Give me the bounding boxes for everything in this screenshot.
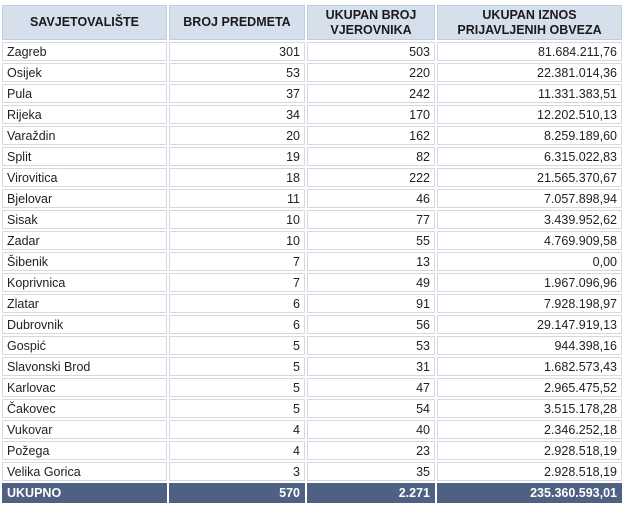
row-total-amount: 1.967.096,96 (437, 273, 622, 292)
row-counseling-center: Karlovac (2, 378, 167, 397)
table-row (2, 399, 622, 418)
row-creditor-count: 49 (307, 273, 435, 292)
row-total-amount: 21.565.370,67 (437, 168, 622, 187)
row-total-amount: 2.928.518,19 (437, 462, 622, 481)
counseling-table-container (0, 3, 624, 505)
row-case-count: 7 (169, 252, 305, 271)
row-total-amount: 29.147.919,13 (437, 315, 622, 334)
row-creditor-count: 46 (307, 189, 435, 208)
row-creditor-count: 35 (307, 462, 435, 481)
row-creditor-count: 53 (307, 336, 435, 355)
table-row (2, 63, 622, 82)
row-total-amount: 4.769.909,58 (437, 231, 622, 250)
row-case-count: 10 (169, 231, 305, 250)
row-creditor-count: 47 (307, 378, 435, 397)
row-total-amount: 1.682.573,43 (437, 357, 622, 376)
row-creditor-count: 31 (307, 357, 435, 376)
row-case-count: 37 (169, 84, 305, 103)
row-case-count: 34 (169, 105, 305, 124)
table-row (2, 336, 622, 355)
row-counseling-center: Zagreb (2, 42, 167, 61)
table-total-row (2, 483, 622, 503)
table-row (2, 252, 622, 271)
header-case-count: BROJ PREDMETA (169, 5, 305, 40)
row-creditor-count: 54 (307, 399, 435, 418)
row-case-count: 11 (169, 189, 305, 208)
row-total-amount: 6.315.022,83 (437, 147, 622, 166)
table-row (2, 315, 622, 334)
table-row (2, 357, 622, 376)
row-creditor-count: 220 (307, 63, 435, 82)
row-counseling-center: Požega (2, 441, 167, 460)
total-cases: 570 (169, 483, 305, 503)
row-creditor-count: 222 (307, 168, 435, 187)
row-case-count: 18 (169, 168, 305, 187)
table-row (2, 126, 622, 145)
row-total-amount: 3.439.952,62 (437, 210, 622, 229)
row-total-amount: 81.684.211,76 (437, 42, 622, 61)
header-counseling-center: SAVJETOVALIŠTE (2, 5, 167, 40)
table-row (2, 168, 622, 187)
header-total-amount: UKUPAN IZNOS PRIJAVLJENIH OBVEZA (437, 5, 622, 40)
row-case-count: 20 (169, 126, 305, 145)
row-creditor-count: 56 (307, 315, 435, 334)
row-counseling-center: Gospić (2, 336, 167, 355)
table-row (2, 189, 622, 208)
row-counseling-center: Varaždin (2, 126, 167, 145)
row-creditor-count: 55 (307, 231, 435, 250)
table-row (2, 231, 622, 250)
row-creditor-count: 170 (307, 105, 435, 124)
row-counseling-center: Čakovec (2, 399, 167, 418)
row-counseling-center: Vukovar (2, 420, 167, 439)
table-row (2, 378, 622, 397)
row-total-amount: 944.398,16 (437, 336, 622, 355)
total-creditors: 2.271 (307, 483, 435, 503)
row-total-amount: 12.202.510,13 (437, 105, 622, 124)
row-total-amount: 0,00 (437, 252, 622, 271)
total-label: UKUPNO (2, 483, 167, 503)
row-case-count: 4 (169, 420, 305, 439)
row-case-count: 7 (169, 273, 305, 292)
row-total-amount: 8.259.189,60 (437, 126, 622, 145)
row-case-count: 4 (169, 441, 305, 460)
row-total-amount: 2.928.518,19 (437, 441, 622, 460)
table-row (2, 420, 622, 439)
row-total-amount: 2.346.252,18 (437, 420, 622, 439)
row-creditor-count: 82 (307, 147, 435, 166)
row-case-count: 19 (169, 147, 305, 166)
row-counseling-center: Koprivnica (2, 273, 167, 292)
row-counseling-center: Bjelovar (2, 189, 167, 208)
row-case-count: 3 (169, 462, 305, 481)
row-total-amount: 22.381.014,36 (437, 63, 622, 82)
row-case-count: 5 (169, 399, 305, 418)
table-row (2, 105, 622, 124)
row-creditor-count: 242 (307, 84, 435, 103)
row-counseling-center: Virovitica (2, 168, 167, 187)
row-counseling-center: Slavonski Brod (2, 357, 167, 376)
row-counseling-center: Velika Gorica (2, 462, 167, 481)
row-counseling-center: Osijek (2, 63, 167, 82)
table-row (2, 273, 622, 292)
row-case-count: 53 (169, 63, 305, 82)
row-case-count: 5 (169, 378, 305, 397)
row-total-amount: 11.331.383,51 (437, 84, 622, 103)
header-creditor-count: UKUPAN BROJ VJEROVNIKA (307, 5, 435, 40)
row-creditor-count: 40 (307, 420, 435, 439)
row-case-count: 10 (169, 210, 305, 229)
row-total-amount: 3.515.178,28 (437, 399, 622, 418)
row-creditor-count: 91 (307, 294, 435, 313)
row-case-count: 5 (169, 357, 305, 376)
row-creditor-count: 162 (307, 126, 435, 145)
table-row (2, 42, 622, 61)
row-total-amount: 7.057.898,94 (437, 189, 622, 208)
row-creditor-count: 77 (307, 210, 435, 229)
counseling-statistics-table (0, 3, 624, 505)
row-total-amount: 7.928.198,97 (437, 294, 622, 313)
row-counseling-center: Zlatar (2, 294, 167, 313)
table-row (2, 441, 622, 460)
total-amount: 235.360.593,01 (437, 483, 622, 503)
table-row (2, 84, 622, 103)
table-row (2, 210, 622, 229)
table-row (2, 294, 622, 313)
row-counseling-center: Dubrovnik (2, 315, 167, 334)
row-case-count: 6 (169, 294, 305, 313)
row-creditor-count: 13 (307, 252, 435, 271)
row-case-count: 6 (169, 315, 305, 334)
row-counseling-center: Pula (2, 84, 167, 103)
row-creditor-count: 23 (307, 441, 435, 460)
table-row (2, 462, 622, 481)
row-case-count: 301 (169, 42, 305, 61)
row-case-count: 5 (169, 336, 305, 355)
row-creditor-count: 503 (307, 42, 435, 61)
row-counseling-center: Zadar (2, 231, 167, 250)
table-body (2, 42, 622, 481)
table-header-row (2, 5, 622, 40)
row-total-amount: 2.965.475,52 (437, 378, 622, 397)
table-row (2, 147, 622, 166)
row-counseling-center: Split (2, 147, 167, 166)
row-counseling-center: Šibenik (2, 252, 167, 271)
row-counseling-center: Sisak (2, 210, 167, 229)
row-counseling-center: Rijeka (2, 105, 167, 124)
